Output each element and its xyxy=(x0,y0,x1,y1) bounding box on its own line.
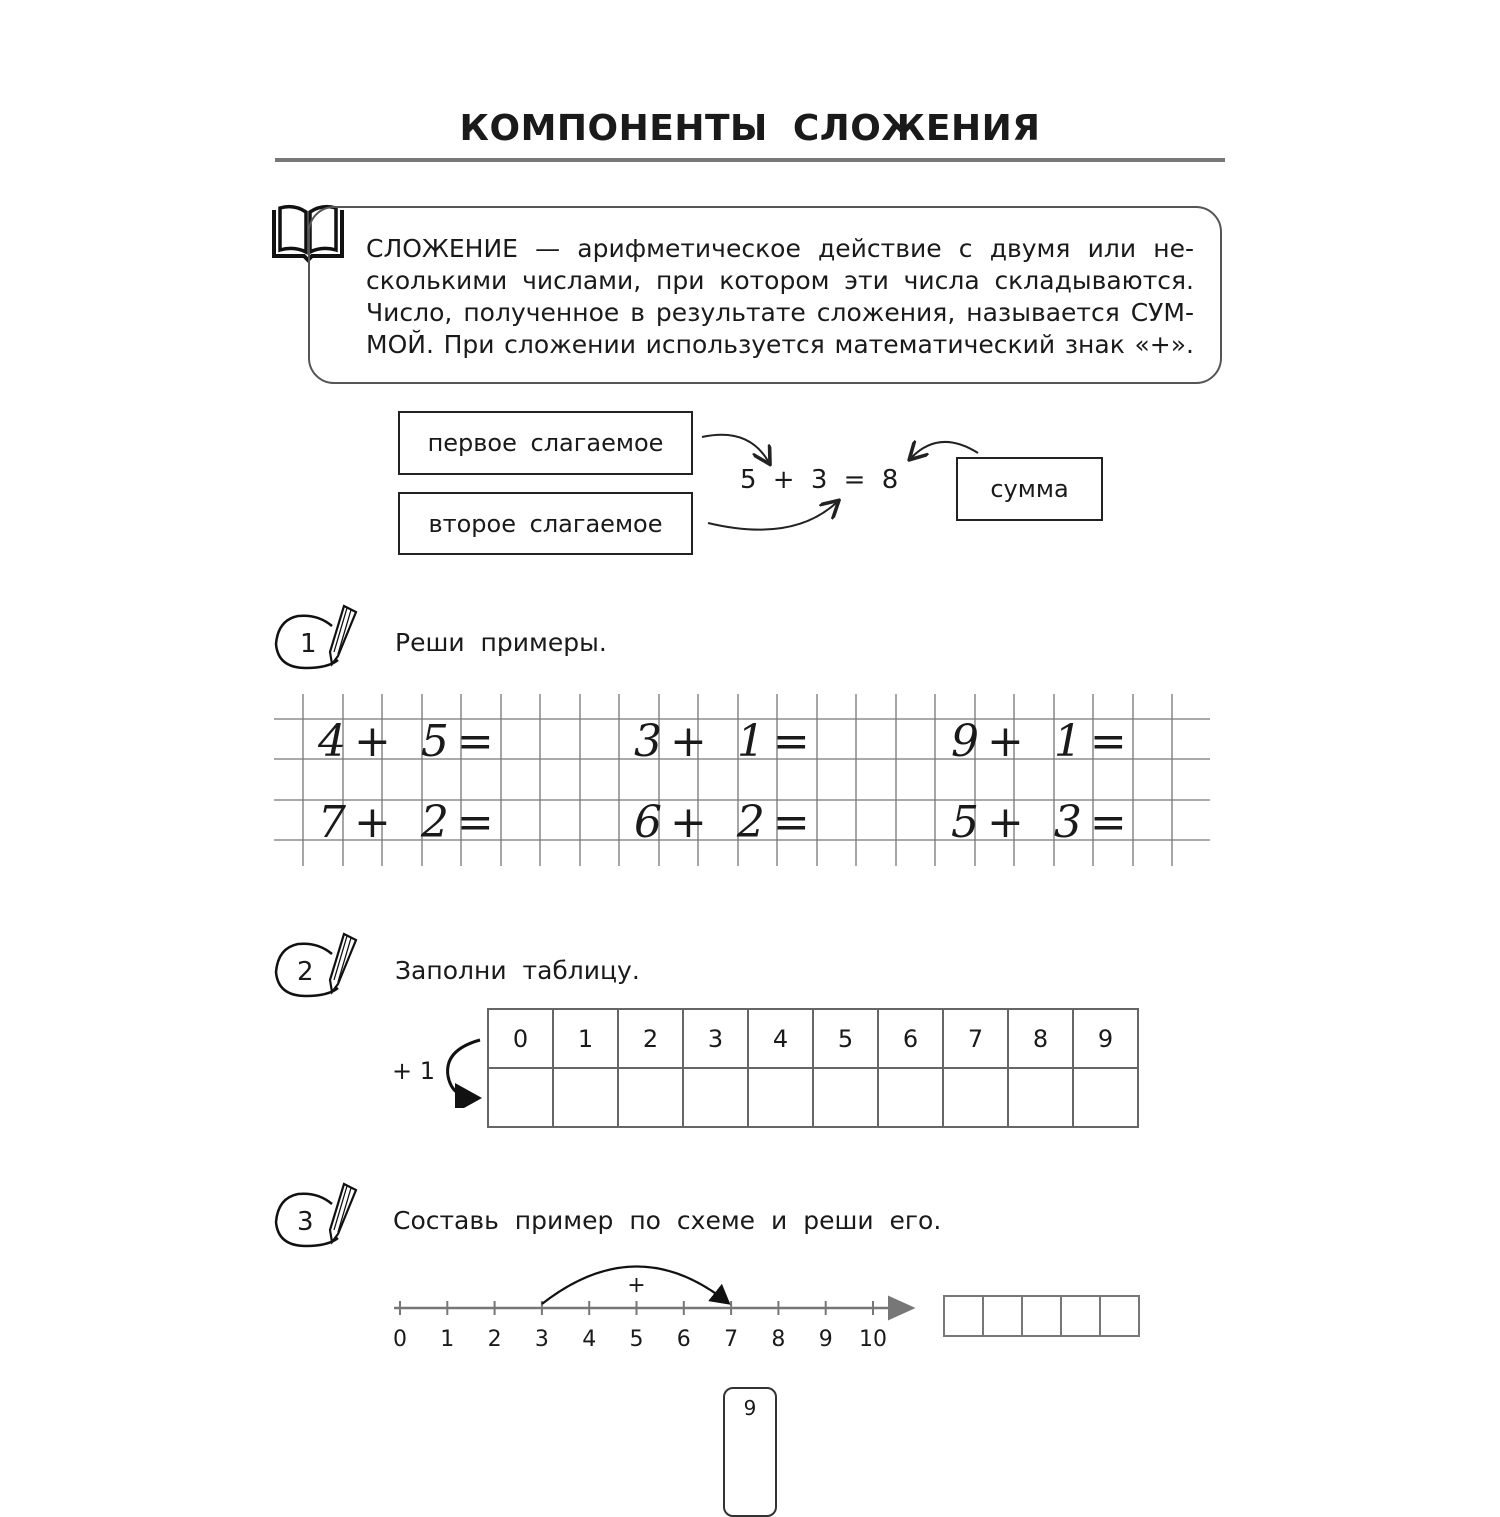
answer-cell[interactable] xyxy=(983,1296,1022,1336)
page-number: 9 xyxy=(743,1396,757,1420)
answer-cell[interactable] xyxy=(683,1068,748,1127)
number-line-label: 6 xyxy=(676,1327,691,1352)
answer-cell[interactable] xyxy=(1008,1068,1073,1127)
addition-example: 7+ 2= xyxy=(318,797,502,848)
second-addend-label: второе слагаемое xyxy=(398,492,693,555)
table-header-row xyxy=(488,1009,1138,1068)
task-badge-pencil-icon xyxy=(272,1182,368,1252)
operation-arrow xyxy=(440,1036,490,1108)
table-cell: 9 xyxy=(1073,1009,1138,1068)
example-equation: 5 + 3 = 8 xyxy=(740,465,899,495)
title-divider xyxy=(275,158,1225,162)
table-answer-row xyxy=(488,1068,1138,1127)
table-cell: 2 xyxy=(618,1009,683,1068)
arrow-second-addend xyxy=(708,503,836,530)
table-cell: 1 xyxy=(553,1009,618,1068)
task-number: 1 xyxy=(300,629,317,659)
definition-line: СЛОЖЕНИЕ — арифметическое действие с двумя или не- xyxy=(366,234,1194,263)
task-badge-pencil-icon xyxy=(272,604,368,674)
arrow-sum xyxy=(912,442,978,457)
number-line-label: 5 xyxy=(629,1327,644,1352)
table-cell: 6 xyxy=(878,1009,943,1068)
addition-example: 5+ 3= xyxy=(951,797,1135,848)
answer-cell[interactable] xyxy=(944,1296,983,1336)
first-addend-label: первое слагаемое xyxy=(398,411,693,475)
number-line-label: 2 xyxy=(487,1327,502,1352)
task-text: Составь пример по схеме и реши его. xyxy=(393,1206,942,1235)
table-cell: 5 xyxy=(813,1009,878,1068)
table-cell: 7 xyxy=(943,1009,1008,1068)
answer-cell[interactable] xyxy=(553,1068,618,1127)
table-cell: 8 xyxy=(1008,1009,1073,1068)
definition-line: Число, полученное в результате сложения, называется СУМ- xyxy=(366,298,1194,327)
addition-example: 3+ 1= xyxy=(634,716,818,767)
answer-cell[interactable] xyxy=(748,1068,813,1127)
number-line-label: 0 xyxy=(393,1327,407,1352)
answer-cell[interactable] xyxy=(1022,1296,1061,1336)
number-line-label: 3 xyxy=(534,1327,549,1352)
addition-example: 4+ 5= xyxy=(318,716,502,767)
definition-line: МОЙ. При сложении используется математический знак «+». xyxy=(366,330,1194,359)
task-text: Заполни таблицу. xyxy=(395,956,640,985)
task-text: Реши примеры. xyxy=(395,628,607,657)
arrow-first-addend xyxy=(702,435,768,461)
answer-cell[interactable] xyxy=(488,1068,553,1127)
answer-cell[interactable] xyxy=(1061,1296,1100,1336)
number-line-label: 10 xyxy=(859,1327,887,1352)
number-line-label: 9 xyxy=(818,1327,833,1352)
definition-line: сколькими числами, при котором эти числа складываются. xyxy=(366,266,1194,295)
answer-box xyxy=(943,1295,1140,1337)
table-cell: 0 xyxy=(488,1009,553,1068)
addition-example: 9+ 1= xyxy=(951,716,1135,767)
sum-label: сумма xyxy=(956,457,1103,521)
answer-cell[interactable] xyxy=(813,1068,878,1127)
answer-cell[interactable] xyxy=(943,1068,1008,1127)
operation-label: + 1 xyxy=(392,1057,436,1085)
number-line-label: 8 xyxy=(771,1327,786,1352)
task-number: 3 xyxy=(297,1207,314,1237)
table-cell: 4 xyxy=(748,1009,813,1068)
number-line-label: 1 xyxy=(440,1327,455,1352)
addition-table xyxy=(487,1008,1139,1128)
answer-cell[interactable] xyxy=(1100,1296,1139,1336)
table-cell: 3 xyxy=(683,1009,748,1068)
number-line xyxy=(380,1260,930,1370)
task-number: 2 xyxy=(297,957,314,987)
component-arrows xyxy=(690,425,990,535)
task-badge-pencil-icon xyxy=(272,932,368,1002)
addition-example: 6+ 2= xyxy=(634,797,818,848)
page-title: КОМПОНЕНТЫ СЛОЖЕНИЯ xyxy=(459,108,1041,149)
number-line-label: 4 xyxy=(582,1327,597,1352)
answer-cell[interactable] xyxy=(1073,1068,1138,1127)
arc-plus-sign: + xyxy=(627,1273,646,1298)
answer-cell[interactable] xyxy=(618,1068,683,1127)
answer-cell[interactable] xyxy=(878,1068,943,1127)
number-line-label: 7 xyxy=(724,1327,739,1352)
